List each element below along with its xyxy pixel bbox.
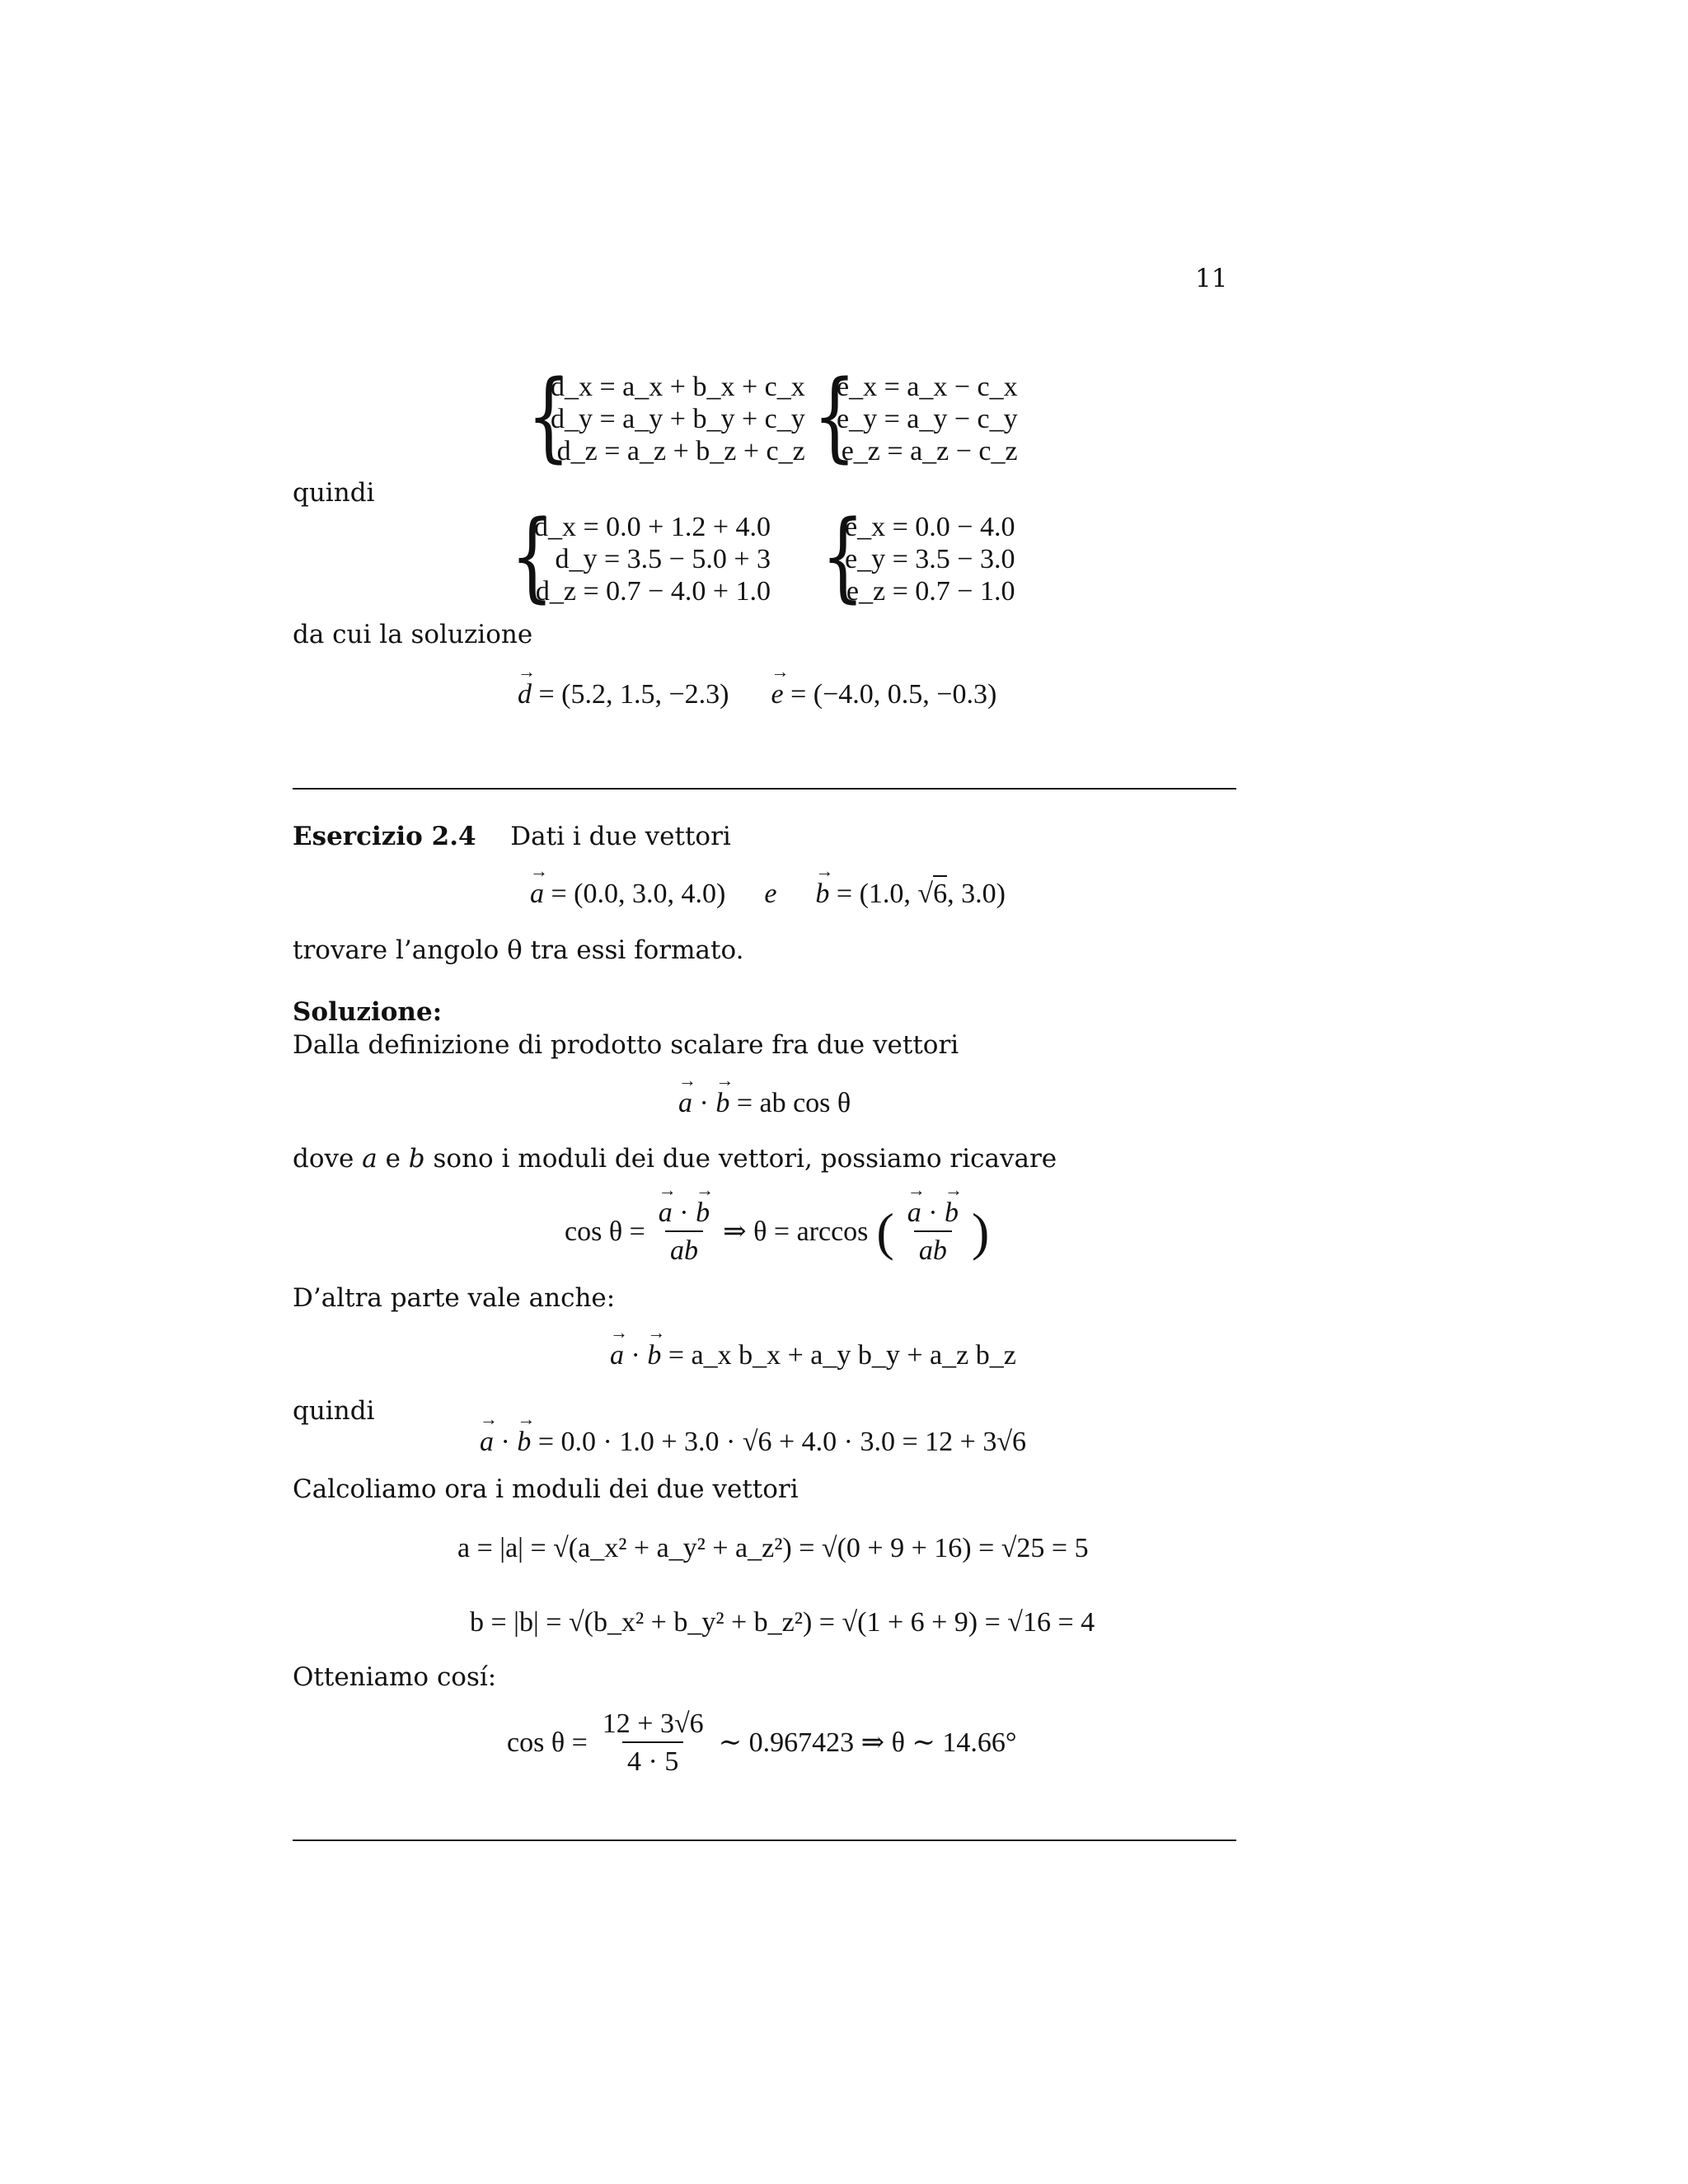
system-d-row: d_x = a_x + b_x + c_x <box>551 372 805 402</box>
frac-den: ab <box>669 1235 698 1266</box>
final-rhs: ∼ 0.967423 ⇒ θ ∼ 14.66° <box>718 1727 1017 1758</box>
vector-a-symbol: a → <box>530 880 544 908</box>
exercise-title: Esercizio 2.4 <box>293 822 476 851</box>
eq-cos-theta: cos θ = $\frac{a \to \cdot b \to}{ab}$ ⇒ θ = arccos ( $\frac{a \to \cdot b \to}{ab}$ ) <box>565 1199 989 1265</box>
final-den: 4 · 5 <box>622 1741 683 1776</box>
system-d <box>551 371 805 467</box>
solution-line5: Otteniamo cosí: <box>293 1662 497 1692</box>
vector-a-value: = (0.0, 3.0, 4.0) <box>551 879 726 909</box>
fraction-dot-over-ab: $\frac{a \to \cdot b \to}{ab}$ <box>654 1199 715 1265</box>
dot-numeric-rhs: = 0.0 · 1.0 + 3.0 · √6 + 4.0 · 3.0 = 12 + 3√6 <box>537 1427 1026 1457</box>
eq-dot-numeric: a → · b → = 0.0 · 1.0 + 3.0 · √6 + 4.0 · 3.0 = 12 + 3√6 <box>480 1428 1026 1456</box>
divider-bottom <box>293 1840 1236 1841</box>
frac-den-2: ab <box>918 1235 947 1266</box>
page-number: 11 <box>1195 264 1228 293</box>
final-num: 12 + 3√6 <box>602 1708 704 1739</box>
numeric-e-row: e_y = 3.5 − 3.0 <box>845 544 1015 574</box>
system-e-row: e_y = a_y − c_y <box>837 404 1018 434</box>
numeric-system-e <box>845 511 1015 607</box>
line2-c: e <box>385 1144 401 1174</box>
cos-lhs: cos θ = <box>565 1216 645 1247</box>
solution-heading: Soluzione: <box>293 997 443 1027</box>
implies-arccos: ⇒ θ = arccos <box>723 1216 869 1247</box>
line2-e: sono i moduli dei due vettori, possiamo ricavare <box>433 1144 1057 1174</box>
label-quindi-1: quindi <box>293 478 375 508</box>
divider-top <box>293 788 1236 790</box>
components-rhs: = a_x b_x + a_y b_y + a_z b_z <box>668 1340 1016 1371</box>
solution-line2 <box>293 1146 1057 1172</box>
numeric-d-row: d_y = 3.5 − 5.0 + 3 <box>555 544 771 574</box>
vector-e-symbol: e → <box>771 681 784 709</box>
eq-a-symbol: a → <box>678 1090 692 1118</box>
system-e-row: e_x = a_x − c_x <box>837 372 1018 402</box>
conjunction-e: e <box>764 879 777 909</box>
left-brace-d: { <box>527 359 570 472</box>
label-quindi-2: quindi <box>293 1396 375 1426</box>
eq-dot-rhs: = ab cos θ <box>736 1088 851 1118</box>
eq-modulus-b: b = |b| = √(b_x² + b_y² + b_z²) = √(1 + 6 + 9) = √16 = 4 <box>470 1607 1095 1638</box>
solution-line1: Dalla definizione di prodotto scalare fra due vettori <box>293 1030 959 1060</box>
eq-b-symbol: b → <box>715 1090 729 1118</box>
numeric-d-row: d_z = 0.7 − 4.0 + 1.0 <box>535 576 771 607</box>
numeric-d-row: d_x = 0.0 + 1.2 + 4.0 <box>534 512 771 542</box>
line2-b: a <box>362 1144 377 1174</box>
exercise-intro: Dati i due vettori <box>510 822 731 851</box>
left-brace-e-numeric: { <box>821 499 865 612</box>
vector-b-sqrt: 6 <box>933 875 947 909</box>
line2-a: dove <box>293 1144 354 1174</box>
eq-dot-definition: a → · b → = ab cos θ <box>678 1090 851 1118</box>
system-e-row: e_z = a_z − c_z <box>841 436 1018 466</box>
solution-line3: D’altra parte vale anche: <box>293 1283 616 1313</box>
left-brace-d-numeric: { <box>510 499 554 612</box>
label-da-cui: da cui la soluzione <box>293 620 533 649</box>
vector-b-symbol: b → <box>815 880 829 908</box>
exercise-vectors: a → = (0.0, 3.0, 4.0) e b → = (1.0, √6, 3.0) <box>530 880 1006 908</box>
vector-e-value: = (−4.0, 0.5, −0.3) <box>790 679 997 710</box>
numeric-e-row: e_x = 0.0 − 4.0 <box>845 512 1015 542</box>
solution-line4: Calcoliamo ora i moduli dei due vettori <box>293 1474 799 1504</box>
line2-d: b <box>408 1144 425 1174</box>
eq-components: a → · b → = a_x b_x + a_y b_y + a_z b_z <box>610 1342 1016 1370</box>
numeric-e-row: e_z = 0.7 − 1.0 <box>846 576 1015 607</box>
exercise-heading <box>293 824 731 850</box>
system-e <box>837 371 1018 467</box>
solution-vectors <box>518 681 996 709</box>
left-brace-e: { <box>813 359 856 472</box>
eq-modulus-a: a = |a| = √(a_x² + a_y² + a_z²) = √(0 + 9 + 16) = √25 = 5 <box>457 1533 1089 1563</box>
vector-b-value-pre: = (1.0, <box>836 879 918 909</box>
system-d-row: d_z = a_z + b_z + c_z <box>556 436 805 466</box>
fraction-arccos-argument: $\frac{a \to \cdot b \to}{ab}$ <box>903 1199 964 1265</box>
vector-b-value-post: , 3.0) <box>947 879 1006 909</box>
vector-d-value: = (5.2, 1.5, −2.3) <box>538 679 729 710</box>
numeric-system-d <box>534 511 771 607</box>
fraction-final <box>598 1710 709 1776</box>
eq-final-cos <box>507 1710 1017 1776</box>
vector-d-symbol: d → <box>518 681 532 709</box>
exercise-question: trovare l’angolo θ tra essi formato. <box>293 935 744 965</box>
system-d-row: d_y = a_y + b_y + c_y <box>551 404 805 434</box>
final-cos-lhs: cos θ = <box>507 1727 588 1758</box>
